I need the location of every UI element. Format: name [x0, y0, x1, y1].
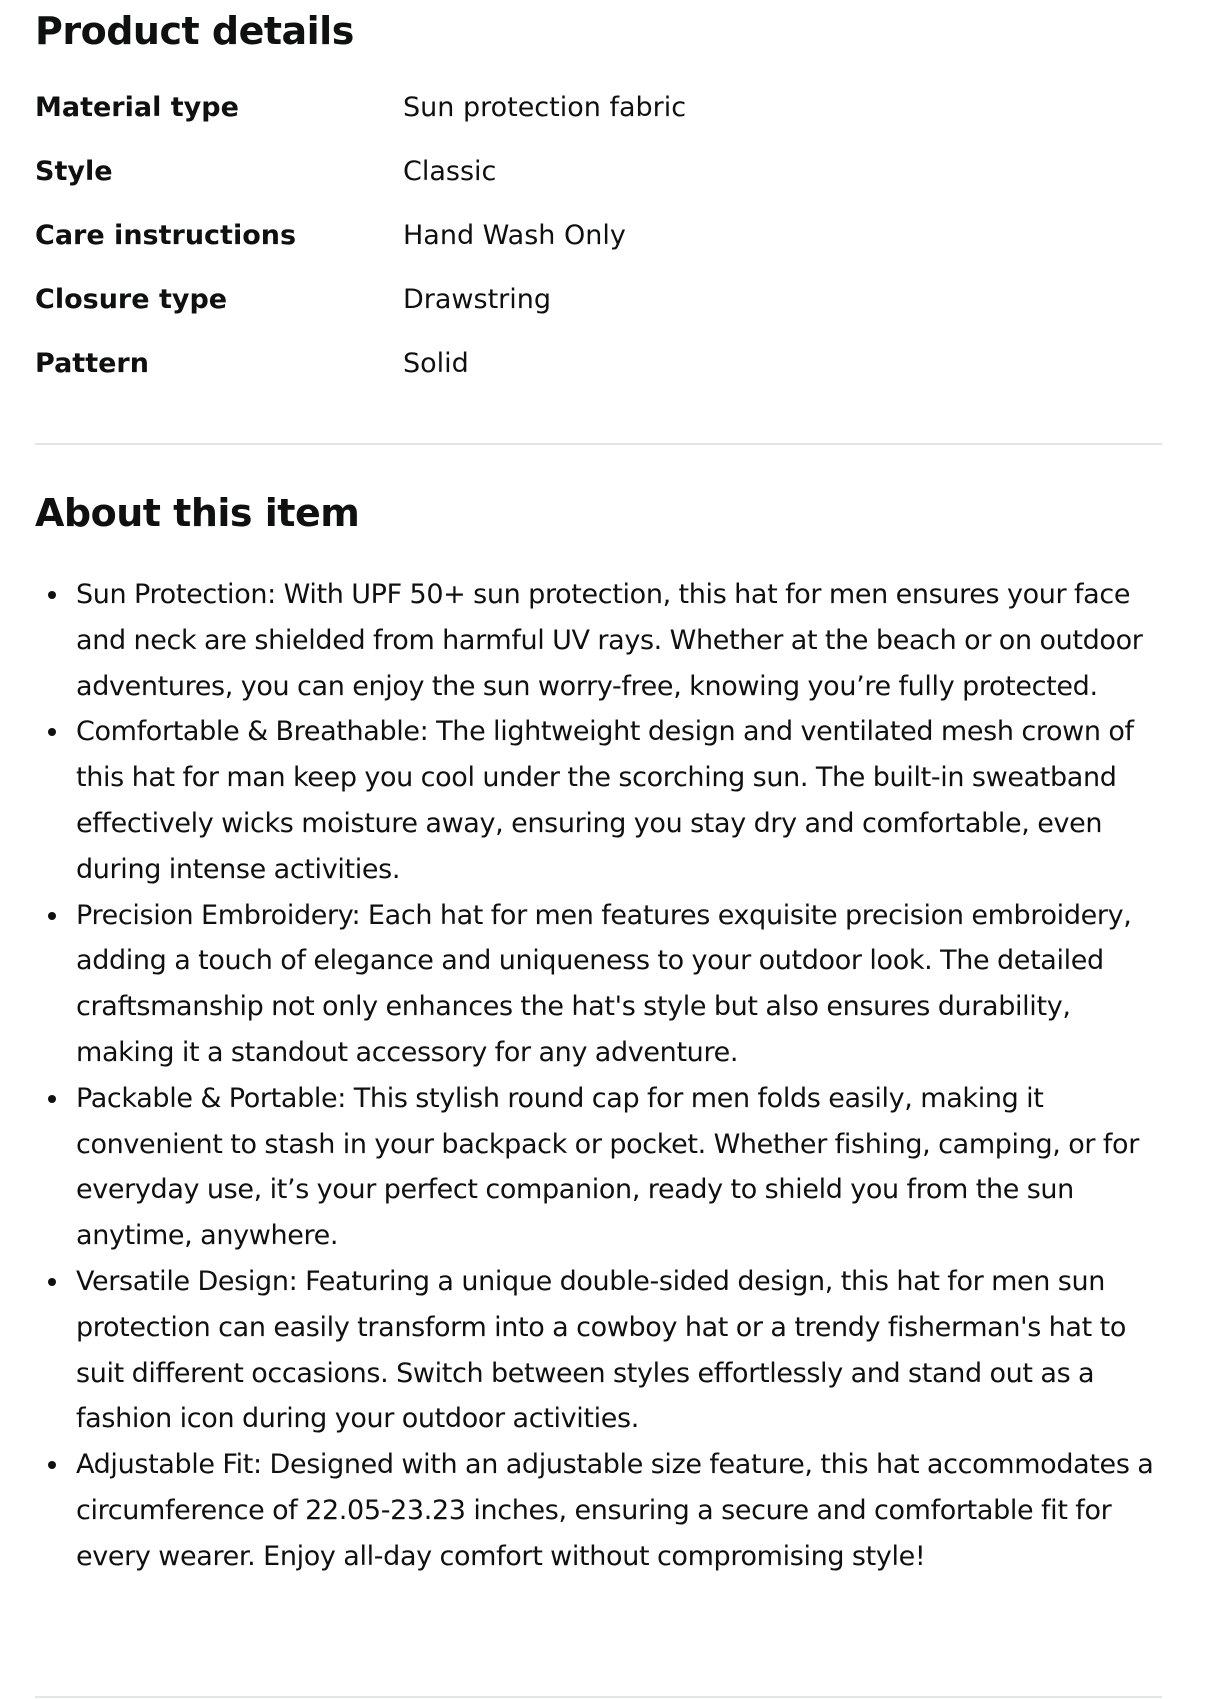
details-row-material-type [35, 92, 1162, 156]
product-details-title: Product details [35, 9, 354, 53]
bullet-dot-icon [48, 591, 56, 599]
about-bullet-comfortable [35, 709, 1162, 892]
about-bullet-sun-protection [35, 572, 1162, 709]
about-bullet-adjustable [35, 1442, 1162, 1579]
about-bullet-versatile [35, 1259, 1162, 1442]
bullet-dot-icon [48, 912, 56, 920]
details-row-care-instructions [35, 220, 1162, 284]
bullet-dot-icon [48, 1461, 56, 1469]
bullet-dot-icon [48, 728, 56, 736]
section-divider [35, 1696, 1162, 1698]
bullet-text: Comfortable & Breathable: The lightweight design and ventilated mesh crown of this hat for man keep you cool under the scorching sun. The built-in sweatband effectively wicks moisture away, ensuring you stay dry and comfortable, even during intense activities. [76, 716, 1134, 885]
bullet-dot-icon [48, 1278, 56, 1286]
details-row-pattern [35, 348, 1162, 412]
about-bullet-packable [35, 1076, 1162, 1259]
details-value: Hand Wash Only [403, 220, 626, 251]
details-value: Drawstring [403, 284, 552, 315]
bullet-dot-icon [48, 1095, 56, 1103]
bullet-text: Adjustable Fit: Designed with an adjustable size feature, this hat accommodates a circumference of 22.05-23.23 inches, ensuring a secure and comfortable fit for every wearer. Enjoy all-day comfort without compromising style! [76, 1449, 1154, 1572]
about-bullet-embroidery [35, 893, 1162, 1076]
details-value: Solid [403, 348, 469, 379]
details-key: Pattern [35, 348, 149, 379]
details-row-closure-type [35, 284, 1162, 348]
details-value: Sun protection fabric [403, 92, 687, 123]
details-row-style [35, 156, 1162, 220]
details-key: Closure type [35, 284, 228, 315]
bullet-text: Precision Embroidery: Each hat for men features exquisite precision embroidery, adding a touch of elegance and uniqueness to your outdoor look. The detailed craftsmanship not only enhances the hat's style but also ensures durability, making it a standout accessory for any adventure. [76, 899, 1132, 1068]
bullet-text: Versatile Design: Featuring a unique double-sided design, this hat for men sun protection can easily transform into a cowboy hat or a trendy fisherman's hat to suit different occasions. Switch between styles effortlessly and stand out as a fashion icon during your outdoor activities. [76, 1265, 1126, 1435]
section-divider [35, 443, 1162, 445]
about-bullet-list [35, 572, 1162, 1580]
details-key: Material type [35, 92, 239, 123]
bullet-text: Packable & Portable: This stylish round cap for men folds easily, making it convenient to stash in your backpack or pocket. Whether fishing, camping, or for everyday use, it’s your perfect companion, ready to shield you from the sun anytime, anywhere. [76, 1082, 1139, 1252]
details-key: Style [35, 156, 113, 187]
bullet-text: Sun Protection: With UPF 50+ sun protection, this hat for men ensures your face and neck are shielded from harmful UV rays. Whether at the beach or on outdoor adventures, you can enjoy the sun worry-free, knowing you’re fully protected. [76, 579, 1143, 702]
about-item-title: About this item [35, 491, 360, 535]
product-details-table [35, 92, 1162, 412]
details-key: Care instructions [35, 220, 297, 251]
details-value: Classic [403, 156, 497, 187]
